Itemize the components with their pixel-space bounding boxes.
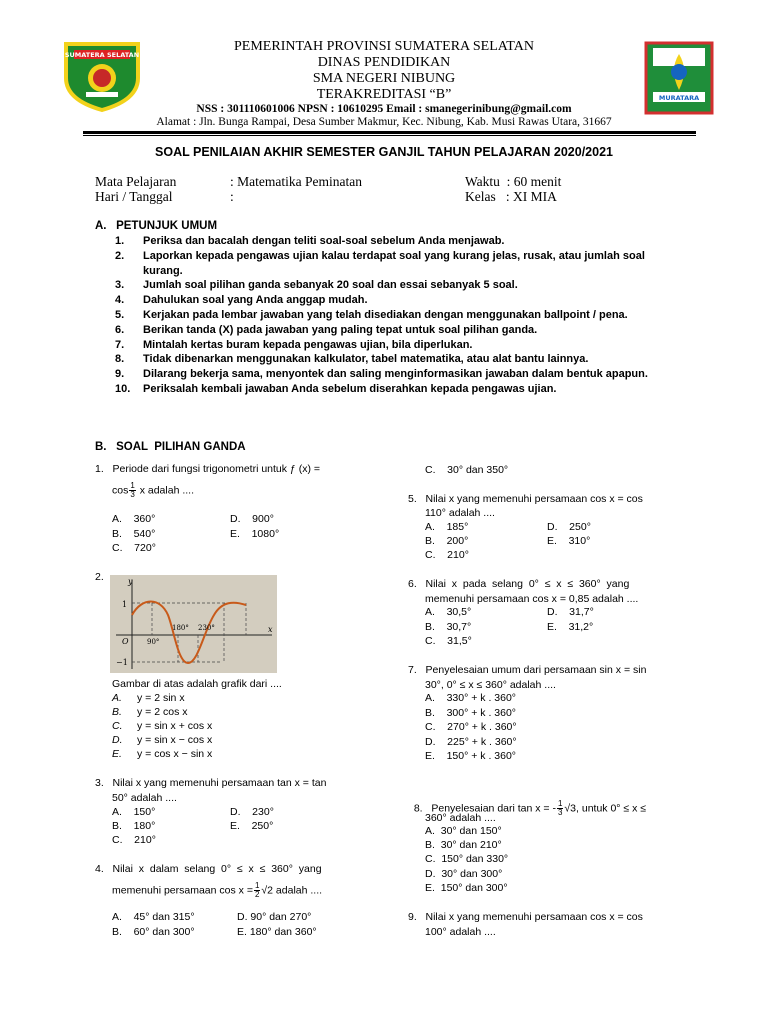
q2-option-d: y = sin x − cos x (137, 734, 213, 746)
instruction-item (115, 234, 675, 249)
q4-fraction: $\frac{1}{2}$ (254, 881, 260, 899)
instruction-list (115, 234, 675, 397)
q8-post: √3, untuk 0° ≤ x ≤ (564, 801, 647, 814)
instruction-text: Periksalah kembali jawaban Anda sebelum diserahkan kepada pengawas ujian. (143, 382, 557, 395)
section-a-heading: A. PETUNJUK UMUM (95, 220, 218, 232)
q5-line2: 110° adalah .... (425, 507, 495, 519)
instruction-text: Dilarang bekerja sama, menyontek dan saling menginformasikan jawaban dalam bentuk apapun. (143, 368, 648, 381)
kop-nss: NSS : 301110601006 NPSN : 10610295 Email : smanegerinibung@gmail.com (196, 103, 572, 115)
q7-line1: 7. Penyelesaian umum dari persamaan sin x = sin (408, 664, 647, 676)
q2-graph-90: 90° (147, 638, 160, 646)
q7-option-e: E. 150° + k . 360° (425, 750, 516, 762)
logo-left-text: SUMATERA SELATAN (64, 51, 140, 59)
q3-option-d: D. 230° (230, 806, 274, 818)
q5-option-b: B. 200° (425, 535, 469, 547)
instruction-text: Berikan tanda (X) pada jawaban yang paling tepat untuk soal pilihan ganda. (143, 323, 538, 336)
q7-option-c: C. 270° + k . 360° (425, 721, 517, 733)
q1-option-e: E. 1080° (230, 528, 280, 540)
q4-pre: memenuhi persamaan cos x = (112, 884, 253, 897)
q1-line2 (112, 482, 194, 499)
q5-option-d: D. 250° (547, 521, 591, 533)
instruction-number: 1. (115, 235, 125, 247)
instruction-text: Laporkan kepada pengawas ujian kalau terdapat soal yang kurang jelas, rusak, atau jumlah soal kurang. (143, 249, 645, 277)
q6-line1: 6. Nilai x pada selang 0° ≤ x ≤ 360° yang (408, 578, 630, 590)
kop-address: Alamat : Jln. Bunga Rampai, Desa Sumber Makmur, Kec. Nibung, Kab. Musi Rawas Utara, 31667 (156, 116, 612, 128)
instruction-item (115, 308, 675, 323)
q3-option-b: B. 180° (112, 820, 156, 832)
q7-option-d: D. 225° + k . 360° (425, 736, 517, 748)
q2-graph-y1: 1 (122, 600, 128, 609)
kop-school: SMA NEGERI NIBUNG (312, 71, 456, 86)
instruction-item (115, 352, 675, 367)
q2-graph-ym1: −1 (116, 658, 128, 667)
q2-option-b: y = 2 cos x (137, 706, 188, 718)
q2-option-c: y = sin x + cos x (137, 720, 213, 732)
q8-pre: 8. Penyelesaian dari tan x = - (413, 801, 556, 814)
q2-label-a: A. (112, 692, 122, 704)
q3-option-e: E. 250° (230, 820, 274, 832)
instruction-item (115, 278, 675, 293)
instruction-item (115, 382, 675, 397)
q1-option-b: B. 540° (112, 528, 156, 540)
q1-option-a: A. 360° (112, 513, 156, 525)
instruction-item (115, 249, 675, 279)
q7-option-b: B. 300° + k . 360° (425, 707, 516, 719)
q2-label-d: D. (112, 734, 123, 746)
q3-option-c: C. 210° (112, 834, 156, 846)
instruction-item (115, 367, 675, 382)
q4-line2 (112, 882, 322, 899)
q2-graph-180: 180° (172, 624, 189, 632)
q4-post: √2 adalah .... (261, 884, 323, 897)
instruction-number: 5. (115, 308, 125, 321)
q2-graph-230: 230° (198, 624, 215, 632)
q9-line1: 9. Nilai x yang memenuhi persamaan cos x = cos (408, 911, 643, 923)
q5-option-a: A. 185° (425, 521, 469, 533)
kop-province: PEMERINTAH PROVINSI SUMATERA SELATAN (234, 39, 534, 54)
instruction-number: 3. (115, 279, 125, 292)
q2-label-b: B. (112, 706, 122, 718)
q4-option-c: C. 30° dan 350° (425, 464, 509, 476)
q2-option-e: y = cos x − sin x (137, 748, 213, 760)
instruction-item (115, 338, 675, 353)
date-value: : (230, 189, 234, 204)
instruction-number: 10. (115, 382, 131, 395)
q5-option-c: C. 210° (425, 549, 469, 561)
instruction-number: 2. (115, 249, 125, 262)
instruction-item (115, 293, 675, 308)
q1-line1: 1. Periode dari fungsi trigonometri untuk ƒ (x) = (95, 463, 320, 475)
q8-option-b: B. 30° dan 210° (425, 839, 502, 851)
instruction-number: 4. (115, 294, 125, 307)
exam-title: SOAL PENILAIAN AKHIR SEMESTER GANJIL TAHUN PELAJARAN 2020/2021 (155, 145, 613, 159)
q1-fraction: $\frac{1}{3}$ (130, 481, 135, 499)
q4-option-b: B. 60° dan 300° (112, 926, 195, 938)
q6-option-e: E. 31,2° (547, 621, 594, 633)
q9-line2: 100° adalah .... (425, 926, 496, 938)
q8-option-a: A. 30° dan 150° (425, 825, 502, 837)
header-divider-thick (83, 131, 696, 134)
q2-label-e: E. (112, 748, 122, 760)
q4-option-e: E. 180° dan 360° (237, 926, 317, 938)
instruction-number: 8. (115, 353, 125, 366)
subject-label: Mata Pelajaran (95, 174, 177, 189)
kop-accreditation: TERAKREDITASI “B” (316, 87, 452, 102)
instruction-text: Kerjakan pada lembar jawaban yang telah disediakan dengan menggunakan ballpoint / pena. (143, 308, 628, 321)
q6-option-c: C. 31,5° (425, 635, 472, 647)
q7-line2: 30°, 0° ≤ x ≤ 360° adalah .... (425, 679, 556, 691)
q6-option-b: B. 30,7° (425, 621, 472, 633)
q2-label-c: C. (112, 720, 123, 732)
instruction-text: Tidak dibenarkan menggunakan kalkulator, tabel matematika, atau alat bantu lainnya. (143, 353, 589, 366)
q3-line2: 50° adalah .... (112, 792, 177, 804)
subject-value: : Matematika Peminatan (230, 174, 362, 189)
instruction-number: 7. (115, 338, 125, 351)
q7-option-a: A. 330° + k . 360° (425, 692, 516, 704)
class-info: Kelas : XI MIA (465, 189, 557, 204)
instruction-number: 9. (115, 368, 125, 381)
q2-graph-image (110, 575, 277, 673)
date-label: Hari / Tanggal (95, 189, 173, 204)
q1-option-d: D. 900° (230, 513, 274, 525)
q8-line2: 360° adalah .... (425, 812, 496, 824)
q8-option-c: C. 150° dan 330° (425, 853, 509, 865)
q6-line2: memenuhi persamaan cos x = 0,85 adalah .... (425, 593, 639, 605)
q8-option-d: D. 30° dan 300° (425, 868, 503, 880)
logo-right-text: MURATARA (658, 94, 700, 102)
time-info: Waktu : 60 menit (465, 174, 562, 189)
q2-graph-y-label: y (128, 577, 133, 586)
q1-cos: cos (112, 484, 129, 497)
q4-option-a: A. 45° dan 315° (112, 911, 195, 923)
q5-option-e: E. 310° (547, 535, 591, 547)
q3-option-a: A. 150° (112, 806, 156, 818)
instruction-text: Mintalah kertas buram kepada pengawas ujian, bila diperlukan. (143, 338, 473, 351)
q5-line1: 5. Nilai x yang memenuhi persamaan cos x = cos (408, 493, 643, 505)
q6-option-a: A. 30,5° (425, 606, 472, 618)
instruction-item (115, 323, 675, 338)
q2-number: 2. (95, 571, 104, 583)
q8-option-e: E. 150° dan 300° (425, 882, 508, 894)
instruction-text: Dahulukan soal yang Anda anggap mudah. (143, 294, 368, 307)
q4-line1: 4. Nilai x dalam selang 0° ≤ x ≤ 360° yang (95, 863, 322, 875)
q1-rest: x adalah .... (136, 484, 194, 497)
q2-text: Gambar di atas adalah grafik dari .... (112, 678, 282, 690)
instruction-number: 6. (115, 323, 125, 336)
instruction-text: Jumlah soal pilihan ganda sebanyak 20 soal dan essai sebanyak 5 soal. (143, 279, 518, 292)
instruction-text: Periksa dan bacalah dengan teliti soal-soal sebelum Anda menjawab. (143, 235, 505, 247)
q2-graph-x-label: x (268, 625, 273, 634)
q8-fraction: $\frac{1}{3}$ (557, 798, 563, 817)
q2-option-a: y = 2 sin x (137, 692, 185, 704)
q4-option-d: D. 90° dan 270° (237, 911, 312, 923)
q3-line1: 3. Nilai x yang memenuhi persamaan tan x = tan (95, 777, 327, 789)
q2-graph-origin: O (122, 637, 129, 646)
q1-option-c: C. 720° (112, 542, 156, 554)
q6-option-d: D. 31,7° (547, 606, 594, 618)
kop-dinas: DINAS PENDIDIKAN (317, 55, 451, 70)
section-b-heading: B. SOAL PILIHAN GANDA (95, 441, 246, 453)
header-divider-thin (83, 135, 696, 136)
